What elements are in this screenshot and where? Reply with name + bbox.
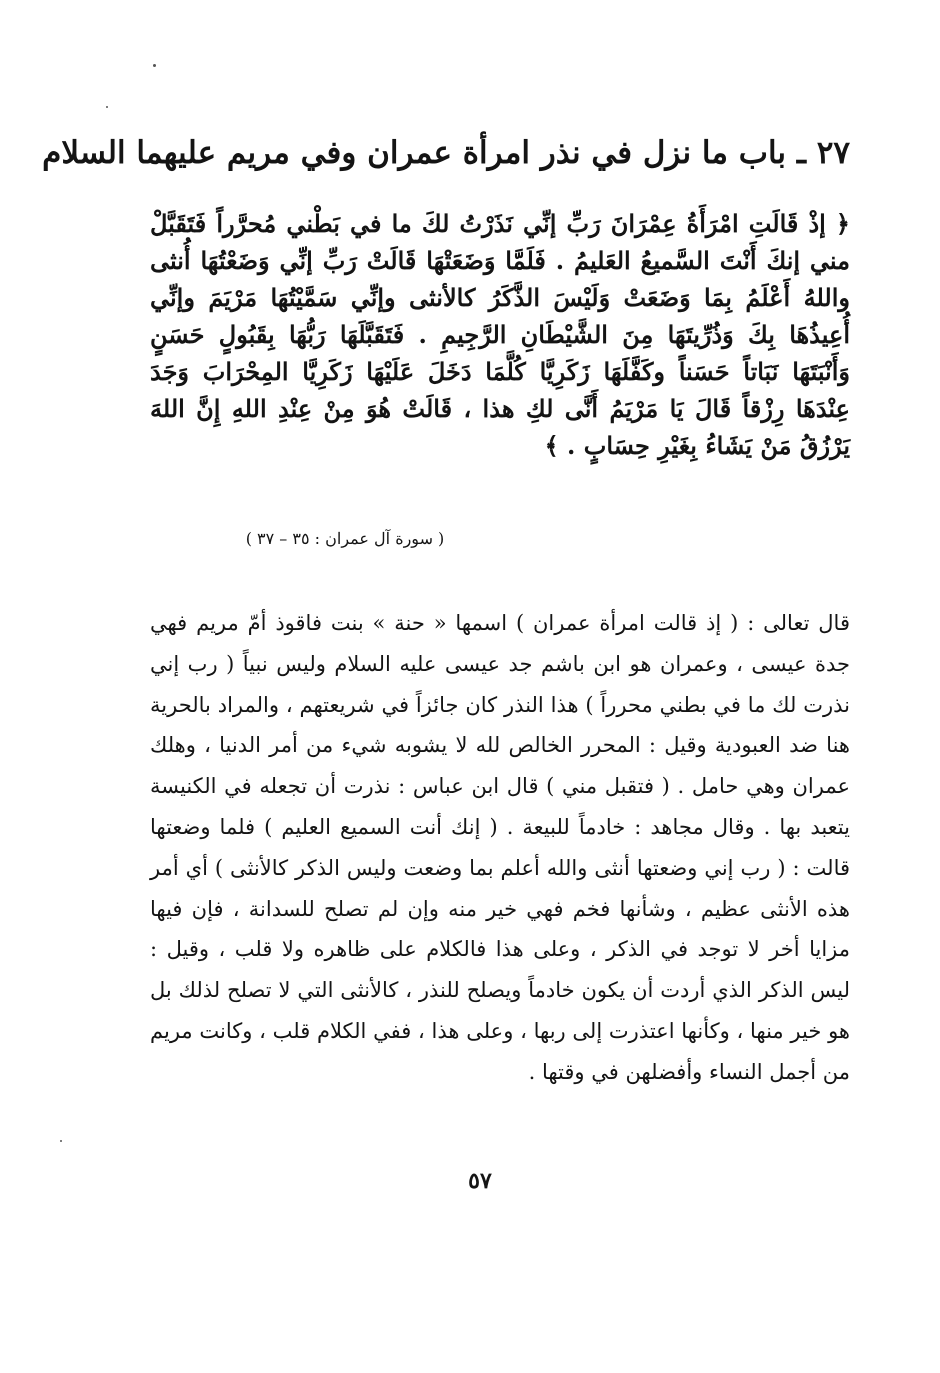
scan-speck: [60, 1140, 62, 1142]
quran-verse-block: ﴿ إذْ قَالَتِ امْرَأَةُ عِمْرَانَ رَبِّ إنِّي نَذَرْتُ لكَ ما في بَطْني مُحرَّراً فَتَقَبَّلْ مني إنكَ أَنْتَ السَّميعُ العَليمُ . فَلَمَّا وَضَعَتْهَا قَالَتْ رَبِّ إنِّي وَضَعْتُهَا أُنثى واللهُ أَعْلَمُ بِمَا وَضَعَتْ وَلَيْسَ الذَّكَرُ كالأنثى وإنِّي سَمَّيْتُهَا مَرْيَمَ وإنِّي أُعِيذُهَا بِكَ وَذُرِّيتَهَا مِنَ الشَّيْطَانِ الرَّجِيمِ . فَتَقَبَّلَهَا رَبُّهَا بِقَبُولٍ حَسَنٍ وَأَنْبَتَهَا نَبَاتاً حَسَناً وكَفَّلَهَا زَكَرِيَّا كُلَّمَا دَخَلَ عَلَيْهَا زَكَرِيَّا المِحْرَابَ وَجَدَ عِنْدَهَا رِزْقاً قَالَ يَا مَرْيَمُ أَنَّى لكِ هذا ، قَالَتْ هُوَ مِنْ عِنْدِ اللهِ إِنَّ اللهَ يَرْزُقُ مَنْ يَشَاءُ بِغَيْرِ حِسَابٍ . ﴾: [150, 209, 851, 460]
scan-speck: [153, 64, 156, 67]
surah-reference: ( سورة آل عمران : ٣٥ – ٣٧ ): [245, 529, 445, 548]
commentary-paragraph: قال تعالى : ( إذ قالت امرأة عمران ) اسمها « حنة » بنت فاقوذ أمّ مريم فهي جدة عيسى ، وعمران هو ابن باشم جد عيسى عليه السلام وليس نبياً ( رب إني نذرت لك ما في بطني محرراً ) هذا النذر كان جائزاً في شريعتهم ، والمراد بالحرية هنا ضد العبودية وقيل : المحرر الخالص لله لا يشوبه شيء من أمر الدنيا ، وهلك عمران وهي حامل . ( فتقبل مني ) قال ابن عباس : نذرت أن تجعله في الكنيسة يتعبد بها . وقال مجاهد : خادماً للبيعة . ( إنك أنت السميع العليم ) فلما وضعتها قالت : ( رب إني وضعتها أنثى والله أعلم بما وضعت وليس الذكر كالأنثى ) أي أمر هذه الأنثى عظيم ، وشأنها فخم فهي خير منه وإن لم تصلح للسدانة ، فإن فيها مزايا أخر لا توجد في الذكر ، وعلى هذا فالكلام على ظاهره ولا قلب ، وقيل : ليس الذكر الذي أردت أن يكون خادماً ويصلح للنذر ، كالأنثى التي لا تصلح لذلك بل هو خير منها ، وكأنها اعتذرت إلى ربها ، وعلى هذا ، ففي الكلام قلب ، وكانت مريم من أجمل النساء وأفضلهن في وقتها .: [150, 611, 850, 1084]
chapter-heading: ٢٧ ـ باب ما نزل في نذر امرأة عمران وفي مريم عليهما السلام: [42, 135, 850, 171]
scan-speck: [106, 106, 108, 108]
page-number: ٥٧: [468, 1168, 492, 1194]
